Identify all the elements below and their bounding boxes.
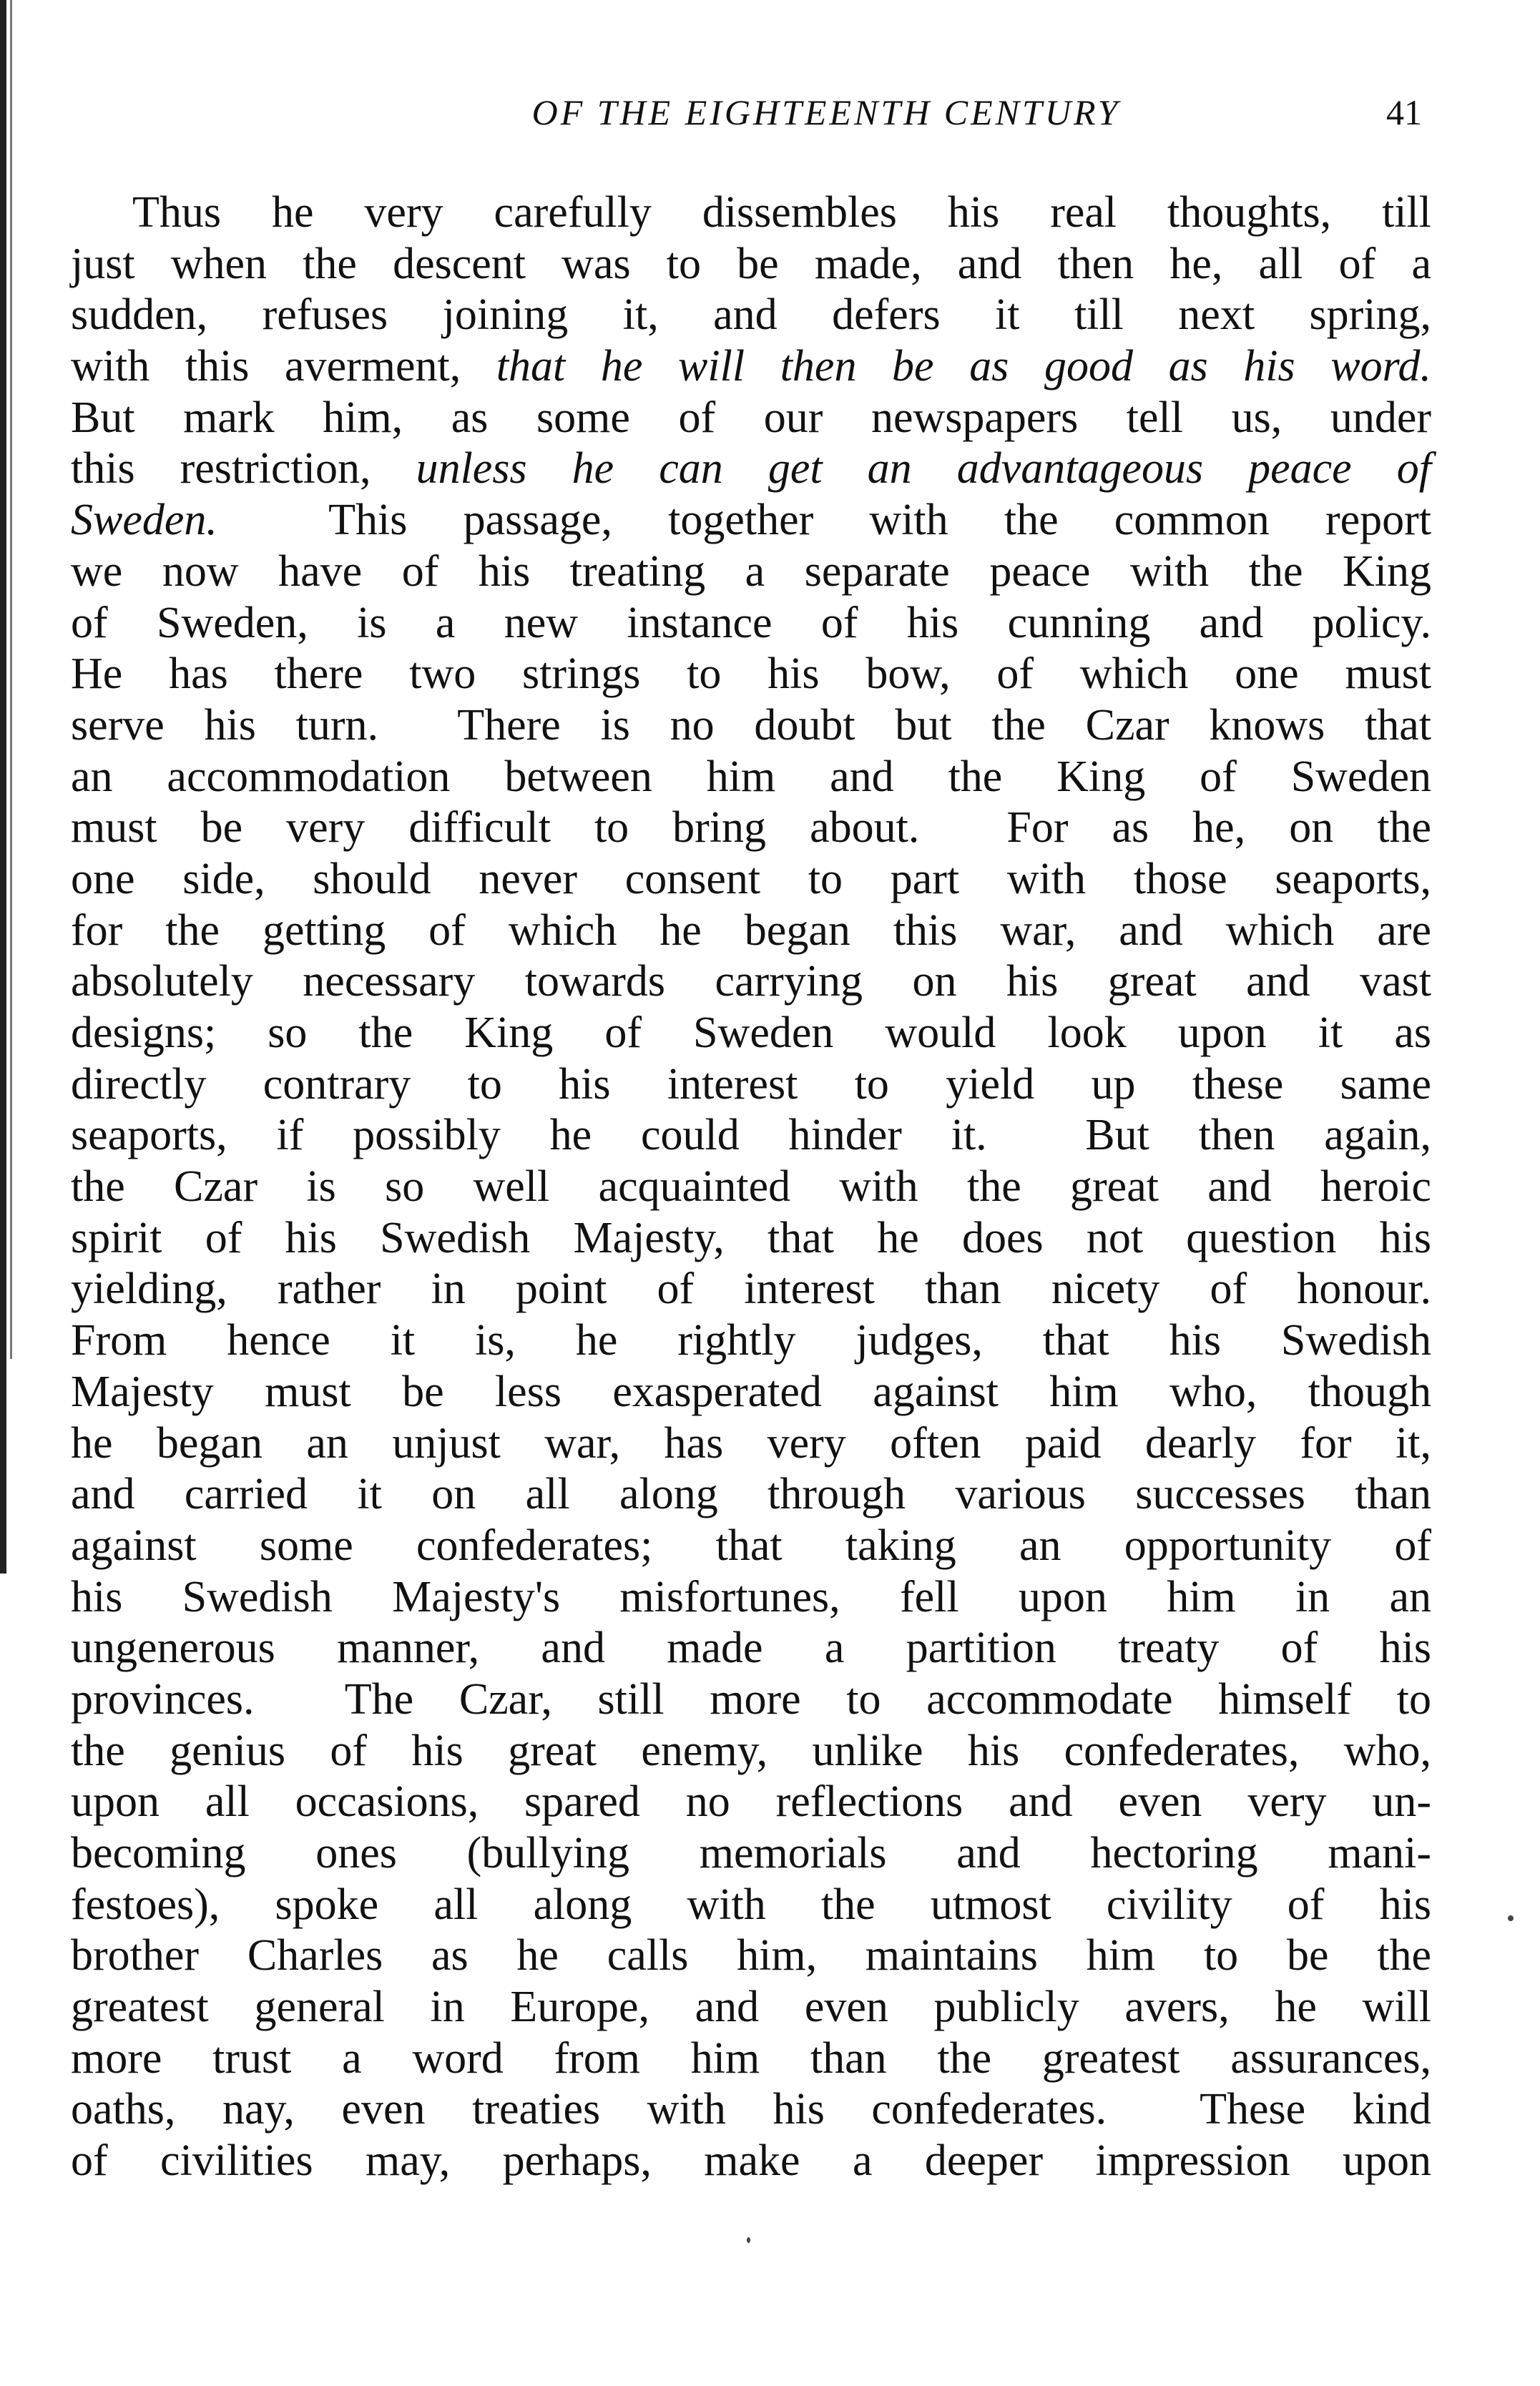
text-line xyxy=(71,1059,1431,1111)
text-line xyxy=(71,341,1431,393)
text-line xyxy=(71,1828,1431,1880)
italic-text: that he will then be as good as his word. xyxy=(496,342,1431,391)
text-line xyxy=(71,1264,1431,1315)
text-line xyxy=(71,2033,1431,2085)
page-binding-edge xyxy=(0,0,6,1574)
text-run: directly contrary to his interest to yield up these same xyxy=(71,1059,1431,1109)
body-text xyxy=(71,187,1431,2187)
text-run: oaths, nay, even treaties with his confederates. These kind xyxy=(71,2085,1431,2134)
text-line xyxy=(71,1623,1431,1674)
text-line xyxy=(71,1008,1431,1059)
text-line xyxy=(71,1367,1431,1418)
text-run: ungenerous manner, and made a partition treaty of his xyxy=(71,1624,1431,1673)
italic-text: unless he can get an advantageous peace of xyxy=(416,444,1431,494)
text-run: must be very difficult to bring about. For as he, on the xyxy=(71,803,1431,853)
text-line xyxy=(71,443,1431,495)
text-run: more trust a word from him than the greatest assurances, xyxy=(71,2033,1431,2083)
text-line xyxy=(71,2084,1431,2136)
page-number: 41 xyxy=(1386,92,1422,132)
text-run: of civilities may, perhaps, make a deeper impression upon xyxy=(71,2136,1431,2186)
text-run: becoming ones (bullying memorials and hectoring mani- xyxy=(71,1829,1431,1877)
text-run: his Swedish Majesty's misfortunes, fell upon him in an xyxy=(71,1572,1431,1621)
text-run: we now have of his treating a separate peace with the King xyxy=(71,546,1431,596)
text-line xyxy=(71,290,1431,341)
text-line xyxy=(71,1572,1431,1624)
text-run: spirit of his Swedish Majesty, that he does not question his xyxy=(71,1213,1431,1262)
italic-text: Sweden. xyxy=(71,496,217,545)
text-run: and carried it on all along through various successes than xyxy=(71,1470,1431,1519)
text-run: for the getting of which he began this war, and which are xyxy=(71,905,1431,955)
text-run: He has there two strings to his bow, of which one must xyxy=(71,649,1431,699)
text-run: yielding, rather in point of interest than nicety of honour. xyxy=(71,1265,1431,1314)
text-line xyxy=(71,905,1431,957)
text-run: festoes), spoke all along with the utmost civility of his xyxy=(71,1880,1431,1929)
scan-speck xyxy=(1508,1915,1514,1921)
text-run: designs; so the King of Sweden would look upon it as xyxy=(71,1008,1431,1057)
text-line xyxy=(71,239,1431,290)
text-line xyxy=(71,187,1431,239)
text-run: provinces. The Czar, still more to accommodate himself to xyxy=(71,1674,1431,1724)
text-run: just when the descent was to be made, and then he, all of a xyxy=(71,239,1431,288)
text-line xyxy=(71,1110,1431,1162)
text-line xyxy=(71,2136,1431,2187)
text-line xyxy=(71,802,1431,854)
text-run: brother Charles as he calls him, maintains him to be the xyxy=(71,1931,1431,1980)
text-line xyxy=(71,546,1431,598)
text-run: From hence it is, he rightly judges, that his Swedish xyxy=(71,1316,1431,1365)
text-line xyxy=(71,1982,1431,2033)
text-run: sudden, refuses joining it, and defers it till next spring, xyxy=(71,290,1431,340)
text-line xyxy=(71,1880,1431,1931)
text-line xyxy=(71,1213,1431,1265)
text-line xyxy=(71,1162,1431,1213)
text-line xyxy=(71,956,1431,1008)
text-line xyxy=(71,1521,1431,1572)
text-run: he began an unjust war, has very often paid dearly for it, xyxy=(71,1418,1431,1468)
text-line xyxy=(71,598,1431,649)
text-run: the Czar is so well acquainted with the great and heroic xyxy=(71,1162,1431,1212)
text-run: This passage, together with the common report xyxy=(217,496,1431,545)
text-line xyxy=(71,495,1431,546)
text-run: one side, should never consent to part with those seaports, xyxy=(71,854,1431,903)
text-line xyxy=(71,1726,1431,1777)
page-binding-shadow xyxy=(10,0,12,1359)
scan-speck xyxy=(747,2237,750,2243)
text-line xyxy=(71,649,1431,700)
text-run: Majesty must be less exasperated against him who, though xyxy=(71,1367,1431,1416)
text-line xyxy=(71,1674,1431,1726)
text-run: Thus he very carefully dissembles his real thoughts, till xyxy=(132,188,1431,237)
text-line xyxy=(71,393,1431,444)
text-run: seaports, if possibly he could hinder it. But then again, xyxy=(71,1111,1431,1160)
text-line xyxy=(71,1418,1431,1470)
running-title: OF THE EIGHTEENTH CENTURY xyxy=(531,92,1121,132)
text-line xyxy=(71,1315,1431,1367)
text-line xyxy=(71,700,1431,752)
text-run: absolutely necessary towards carrying on his great and vast xyxy=(71,957,1431,1006)
text-run: upon all occasions, spared no reflections and even very un- xyxy=(71,1777,1431,1827)
text-run: with this averment, xyxy=(71,342,496,391)
text-line xyxy=(71,1930,1431,1982)
text-run: this restriction, xyxy=(71,444,416,494)
text-line xyxy=(71,752,1431,803)
text-run: the genius of his great enemy, unlike his confederates, who, xyxy=(71,1726,1431,1775)
text-run: But mark him, as some of our newspapers tell us, under xyxy=(71,393,1431,442)
text-run: of Sweden, is a new instance of his cunning and policy. xyxy=(71,598,1431,647)
text-run: against some confederates; that taking an opportunity of xyxy=(71,1521,1431,1570)
text-line xyxy=(71,1469,1431,1521)
text-run: serve his turn. There is no doubt but the Czar knows that xyxy=(71,700,1431,750)
text-line xyxy=(71,854,1431,905)
text-run: an accommodation between him and the King of Sweden xyxy=(71,752,1431,801)
text-line xyxy=(71,1777,1431,1828)
text-run: greatest general in Europe, and even publicly avers, he will xyxy=(71,1983,1431,2032)
